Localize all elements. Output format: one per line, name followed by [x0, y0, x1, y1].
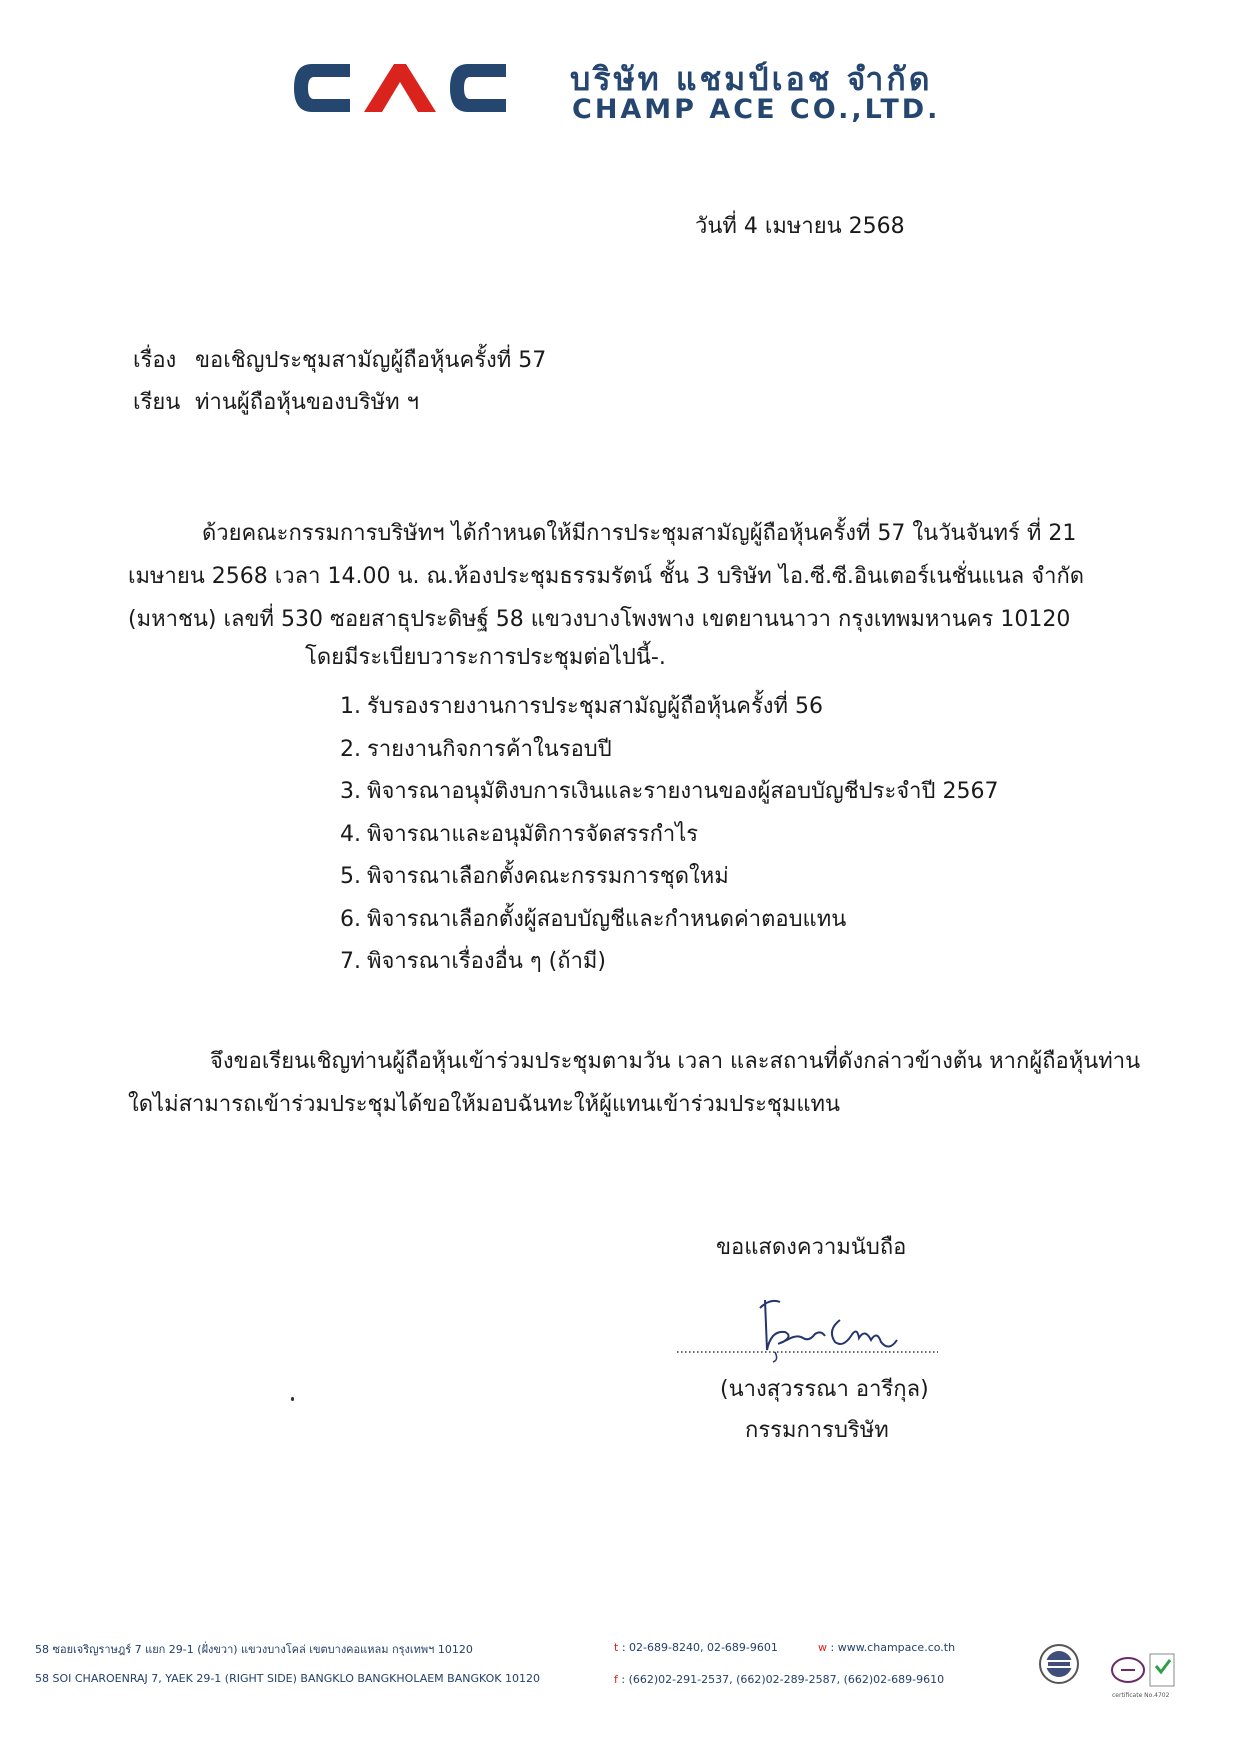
agenda-text: พิจารณาอนุมัติงบการเงินและรายงานของผู้สอบบัญชีประจำปี 2567: [367, 779, 999, 804]
signer-title: กรรมการบริษัท: [745, 1418, 889, 1443]
telephone-label: t: [614, 1641, 619, 1654]
certificate-caption: certificate No.4702: [1112, 1692, 1170, 1699]
website-label: w: [818, 1641, 827, 1654]
body-paragraph: [128, 512, 1128, 641]
agenda-text: รับรองรายงานการประชุมสามัญผู้ถือหุ้นครั้งที่ 56: [367, 694, 824, 719]
footer-fax: f : (662)02-291-2537, (662)02-289-2587, (662)02-689-9610: [614, 1673, 945, 1686]
footer-address-english: 58 SOI CHAROENRAJ 7, YAEK 29-1 (RIGHT SIDE) BANGKLO BANGKHOLAEM BANGKOK 10120: [35, 1672, 540, 1685]
agenda-list: [340, 686, 998, 984]
logo-letter-c2: [450, 64, 506, 112]
agenda-number: 1.: [340, 694, 361, 719]
agenda-text: พิจารณาเรื่องอื่น ๆ (ถ้ามี): [367, 949, 607, 974]
agenda-text: พิจารณาเลือกตั้งคณะกรรมการชุดใหม่: [367, 864, 729, 889]
body-line: เมษายน 2568 เวลา 14.00 น. ณ.ห้องประชุมธรรมรัตน์ ชั้น 3 บริษัท ไอ.ซี.ซี.อินเตอร์เนชั่นแนล จำกัด: [128, 564, 1085, 589]
company-name-thai: บริษัท แชมป์เอช จำกัด: [570, 60, 933, 98]
agenda-item: [340, 729, 998, 772]
letter-date: วันที่ 4 เมษายน 2568: [695, 214, 905, 239]
salutation-text: ท่านผู้ถือหุ้นของบริษัท ฯ: [195, 390, 419, 415]
fax-numbers: (662)02-291-2537, (662)02-289-2587, (662)02-689-9610: [628, 1673, 945, 1686]
agenda-item: [340, 814, 998, 857]
handwritten-signature: [675, 1290, 940, 1365]
footer-telephone: t : 02-689-8240, 02-689-9601: [614, 1641, 778, 1654]
agenda-item: [340, 899, 998, 942]
agenda-number: 5.: [340, 864, 361, 889]
closing-paragraph: [128, 1040, 1141, 1126]
iso-certification-badge-icon: [1110, 1650, 1180, 1690]
agenda-number: 2.: [340, 736, 361, 762]
agenda-item: [340, 771, 998, 814]
telephone-numbers: 02-689-8240, 02-689-9601: [629, 1641, 778, 1654]
regards-text: ขอแสดงความนับถือ: [716, 1235, 907, 1260]
signer-name: (นางสุวรรณา อารีกุล): [720, 1377, 929, 1402]
agenda-text: พิจารณาและอนุมัติการจัดสรรกำไร: [367, 821, 699, 847]
agenda-number: 6.: [340, 906, 361, 932]
company-name-english: CHAMP ACE CO.,LTD.: [572, 94, 941, 125]
closing-line: ใดไม่สามารถเข้าร่วมประชุมได้ขอให้มอบฉันทะให้ผู้แทนเข้าร่วมประชุมแทน: [128, 1092, 841, 1117]
salutation-label: เรียน: [133, 390, 181, 415]
agenda-text: พิจารณาเลือกตั้งผู้สอบบัญชีและกำหนดค่าตอบแทน: [367, 906, 847, 932]
agenda-number: 7.: [340, 949, 361, 974]
agenda-item: [340, 686, 998, 729]
company-logo: [290, 58, 550, 118]
agenda-item: [340, 941, 998, 984]
footer-address-thai: 58 ซอยเจริญราษฎร์ 7 แยก 29-1 (ฝั่งขวา) แขวงบางโคล่ เขตบางคอแหลม กรุงเทพฯ 10120: [35, 1643, 473, 1656]
subject-label: เรื่อง: [133, 348, 177, 373]
agenda-number: 4.: [340, 821, 361, 847]
body-line: ด้วยคณะกรรมการบริษัทฯ ได้กำหนดให้มีการประชุมสามัญผู้ถือหุ้นครั้งที่ 57 ในวันจันทร์ ที่ 21: [202, 521, 1077, 546]
body-line: (มหาชน) เลขที่ 530 ซอยสาธุประดิษฐ์ 58 แขวงบางโพงพาง เขตยานนาวา กรุงเทพมหานคร 10120: [128, 607, 1071, 632]
agenda-number: 3.: [340, 779, 361, 804]
footer-website: w : www.champace.co.th: [818, 1641, 956, 1654]
subject-line: [133, 348, 546, 374]
website-url: www.champace.co.th: [837, 1641, 956, 1654]
closing-line: จึงขอเรียนเชิญท่านผู้ถือหุ้นเข้าร่วมประชุมตามวัน เวลา และสถานที่ดังกล่าวข้างต้น หากผู้ถือหุ้นท่าน: [210, 1049, 1141, 1074]
agenda-item: [340, 856, 998, 899]
logo-letter-c1: [294, 64, 350, 112]
agenda-intro: โดยมีระเบียบวาระการประชุมต่อไปนี้-.: [305, 645, 666, 670]
agenda-text: รายงานกิจการค้าในรอบปี: [367, 736, 612, 762]
fax-label: f: [614, 1673, 618, 1686]
logo-letter-a: [364, 64, 436, 112]
subject-text: ขอเชิญประชุมสามัญผู้ถือหุ้นครั้งที่ 57: [195, 348, 547, 373]
scan-speck: [291, 1397, 294, 1401]
certification-badge-icon: [1038, 1643, 1080, 1685]
salutation-line: [133, 390, 419, 416]
